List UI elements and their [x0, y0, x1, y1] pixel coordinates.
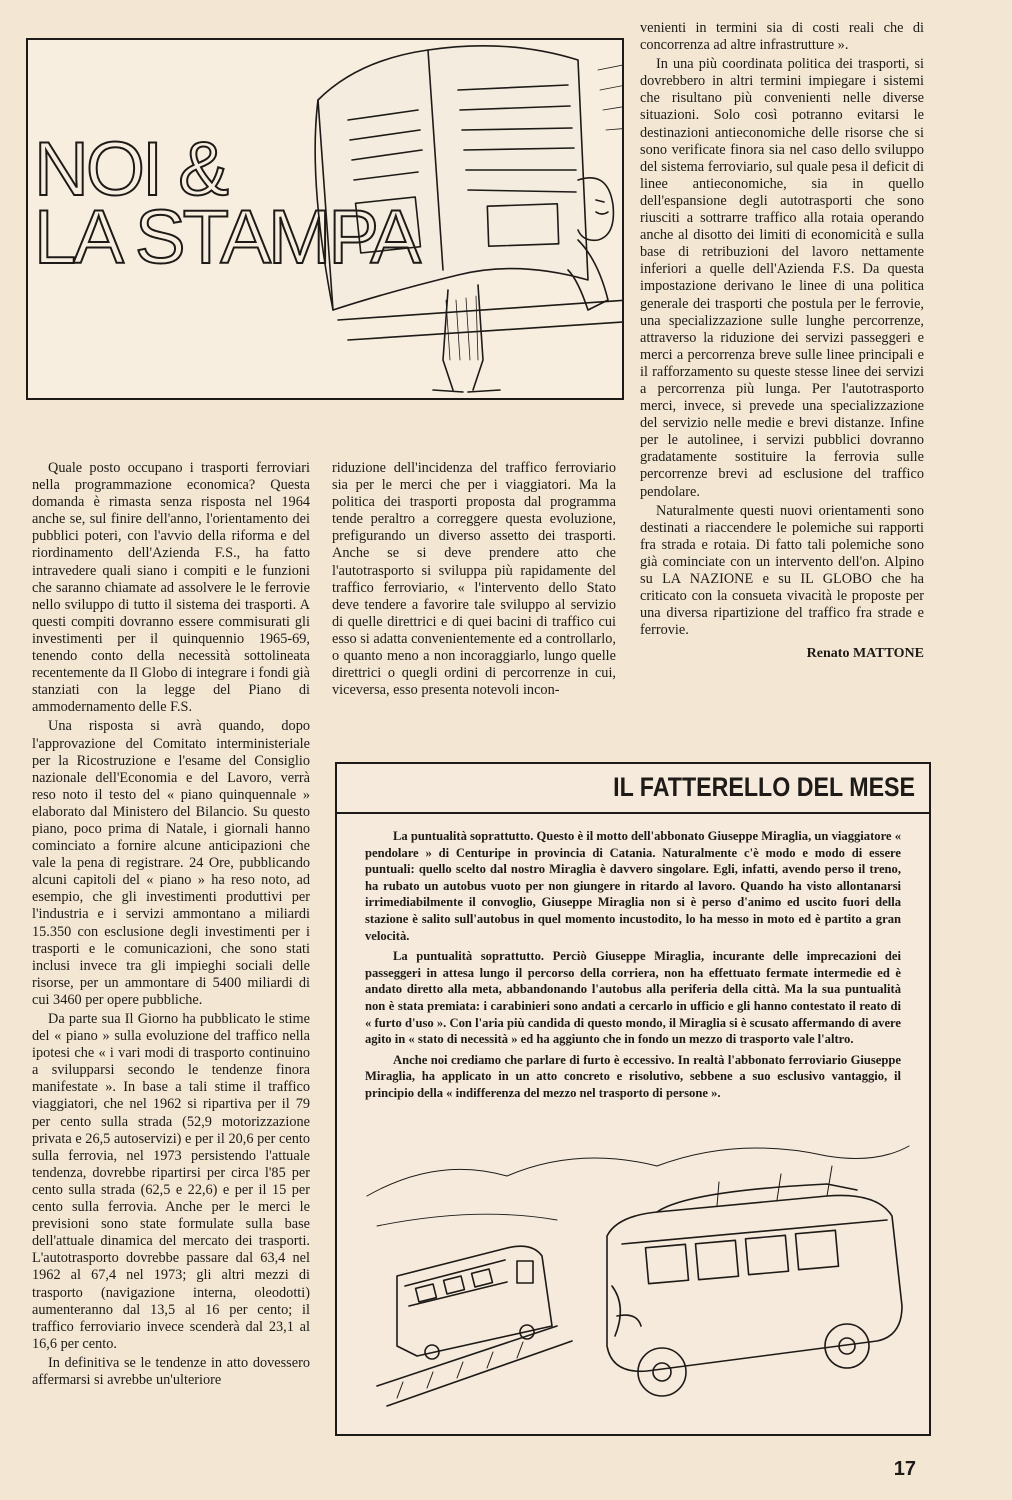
- article-paragraph: Da parte sua Il Giorno ha pubblicato le stime del « piano » sulla evoluzione del traffico nella ipotesi che « i vari modi di trasporto continuino a svilupparsi secondo le tendenze finora manifestate ». In base a tali stime il traffico viaggiatori, che nel 1962 si ripartiva per il 79 per cento sulla strada (52,9 motorizzazione privata e 26,5 autoservizi) e per il 20,6 per cento sulla ferrovia, nel 1973 persistendo l'attuale tendenza, dovrebbe ripartirsi per circa l'85 per cento sulla strada (62,5 e 22,6) e per il 15 per cento sulla ferrovia. Anche per le merci le previsioni sono state formulate sulla base dell'attuale dinamica del mercato dei trasporti. L'autotrasporto dovrebbe passare dal 63,4 nel 1962 al 67,4 nel 1973; gli altri mezzi di trasporto (navigazione interna, oleodotti) aumenteranno dal 13,5 al 16 per cento; il traffico ferroviario invece scenderà dal 23,1 al 16,6 per cento.: [32, 1011, 310, 1352]
- fatterello-box: [335, 762, 931, 1436]
- fatterello-paragraph: La puntualità soprattutto. Perciò Giuseppe Miraglia, incurante delle imprecazioni dei passeggeri in attesa lungo il percorso della corriera, non ha effettuato fermate intermedie ed è andato diretto alla meta, abbandonando l'autobus alla periferia della città. Ma la sua puntualità non è stata premiata: i carabinieri sono andati a cercarlo in ufficio e gli hanno contestato il reato di « furto d'uso ». Con l'aria più candida di questo mondo, il Miraglia si è scusato affermando di avere agito in « stato di necessità » ed ha aggiunto che in fondo un mezzo di trasporto vale l'altro.: [365, 949, 901, 1047]
- fatterello-paragraph: La puntualità soprattutto. Questo è il motto dell'abbonato Giuseppe Miraglia, un viaggiatore « pendolare » di Centuripe in provincia di Catania. Naturalmente c'è modo e modo di essere puntuali: quello scelto dal nostro Miraglia è davvero singolare. Egli, infatti, avendo perso il treno, ha rubato un autobus vuoto per non giungere in ritardo al lavoro. Quando ha visto allontanarsi irrimediabilmente il convoglio, Giuseppe Miraglia non si è perso d'animo ed uscito fuori della stazione è salito sull'autobus in quel momento incustodito, lo ha messo in moto ed è partito a gran velocità.: [365, 829, 901, 943]
- article-paragraph: Quale posto occupano i trasporti ferroviari nella programmazione economica? Questa domanda è rimasta senza risposta nel 1964 anche se, sul finire dell'anno, l'orientamento dei pubblici poteri, con l'avvio della riforma e del riordinamento dell'Azienda F.S., ha fatto intravedere quali siano i compiti e le funzioni che saranno chiamate ad assolvere le le ferrovie nello sviluppo di tutto il sistema dei trasporti. A questi compiti dovranno essere commisurati gli investimenti per il quinquennio 1965-69, tenendo conto della necessità sottolineata recentemente da Il Globo di integrare i fondi già stanziati con la legge del Piano di ammodernamento delle F.S.: [32, 460, 310, 716]
- title-line-2: LA STAMPA: [34, 195, 419, 280]
- article-middle-column: [332, 460, 616, 699]
- article-paragraph: riduzione dell'incidenza del traffico ferroviario sia per le merci che per i viaggiatori. Ma la politica dei trasporti proposta dal programma tende peraltro a correggere questa evoluzione, prefigurando un diverso assetto dei trasporti. Anche se si deve prendere atto che l'autotrasporto si sviluppa più rapidamente del traffico ferroviario, « l'intervento dello Stato deve tendere a favorire tale sviluppo al servizio di quelle direttrici e di quei bacini di traffico cui esso si adatta convenientemente ed a controllarlo, o quanto meno a non incoraggiarlo, lungo quelle direttrici o quegli ordini di percorrenze in cui, viceversa, esso presenta notevoli incon-: [332, 460, 616, 699]
- article-paragraph: In una più coordinata politica dei trasporti, si dovrebbero in altri termini impiegare i sistemi che risultano più convenienti nelle diverse situazioni. Solo così potranno evitarsi le destinazioni antieconomiche delle risorse che si sono verificate finora sia nel caso dello sviluppo del sistema ferroviario, sul quale pesa il deficit di linee antieconomiche, sia in quello dell'espansione degli autotrasporti che sono riusciti a sottrarre traffico alla rotaia operando anche al disotto dei limiti di economicità e sulla base di retribuzioni del lavoro nettamente inferiori a quelle dell'Azienda F.S. Da questa impostazione derivano le linee di una politica generale dei trasporti che postula per le ferrovie, una specializzazione sulle lunghe percorrenze, attraverso la riduzione dei servizi passeggeri e merci a percorrenza breve sulle linee principali e il rafforzamento su queste stesse linee dei servizi a percorrenza più lunga. Per l'autotrasporto merci, invece, si prevede una specializzazione del servizio nelle medie e brevi distanze. Infine per le autolinee, i servizi pubblici dovranno gradatamente sostituire la ferrovia sulle percorrenze brevi ad esclusione del traffico pendolare.: [640, 56, 924, 500]
- train-and-bus-illustration: [357, 1136, 917, 1426]
- page-number: 17: [893, 1458, 916, 1480]
- article-left-column: [32, 460, 310, 1389]
- section-title: [34, 127, 419, 280]
- fatterello-heading: IL FATTERELLO DEL MESE: [613, 772, 915, 802]
- title-line-1: NOI &: [34, 127, 226, 212]
- article-paragraph: Naturalmente questi nuovi orientamenti sono destinati a riaccendere le polemiche sui rapporti fra strada e rotaia. Di fatto tali polemiche sono già cominciate con un intervento dell'on. Alpino su LA NAZIONE e su IL GLOBO che ha criticato con la consueta vivacità le proposte per una diversa ripartizione del traffico fra strade e ferrovie.: [640, 502, 924, 639]
- fatterello-heading-bar: [337, 764, 929, 814]
- article-paragraph: Una risposta si avrà quando, dopo l'approvazione del Comitato interministeriale per la Ricostruzione e l'esame del Consiglio nazionale dell'Economia e del Lavoro, verrà reso noto il testo del « piano quinquennale » elaborato dal Ministero del Bilancio. Su questo piano, poco prima di Natale, i giornali hanno cominciato a fornire alcune anticipazioni che vale la pena di registrare. 24 Ore, pubblicando alcuni capitoli del « piano » ha reso noto, ad esempio, che gli investimenti produttivi per l'industria e i servizi ammontano a miliardi 15.350 con esclusione degli investimenti per i trasporti e le comunicazioni, che sono stati inclusi invece tra gli impieghi sociali delle risorse, per un ammontare di 5400 miliardi di cui 3460 per opere pubbliche.: [32, 718, 310, 1008]
- article-right-column: [640, 20, 924, 662]
- fatterello-body: [365, 828, 901, 1106]
- author-signature: Renato MATTONE: [806, 646, 924, 662]
- article-paragraph: venienti in termini sia di costi reali che di concorrenza ad altre infrastrutture ».: [640, 20, 924, 54]
- article-paragraph: In definitiva se le tendenze in atto dovessero affermarsi si avrebbe un'ulteriore: [32, 1354, 310, 1388]
- fatterello-paragraph: Anche noi crediamo che parlare di furto è eccessivo. In realtà l'abbonato ferroviario Giuseppe Miraglia, ha applicato in un atto concreto e risolutivo, sebbene a suo esclusivo vantaggio, il principio della « indifferenza del mezzo nel trasporto di persone ».: [365, 1052, 901, 1100]
- title-box: [26, 38, 624, 400]
